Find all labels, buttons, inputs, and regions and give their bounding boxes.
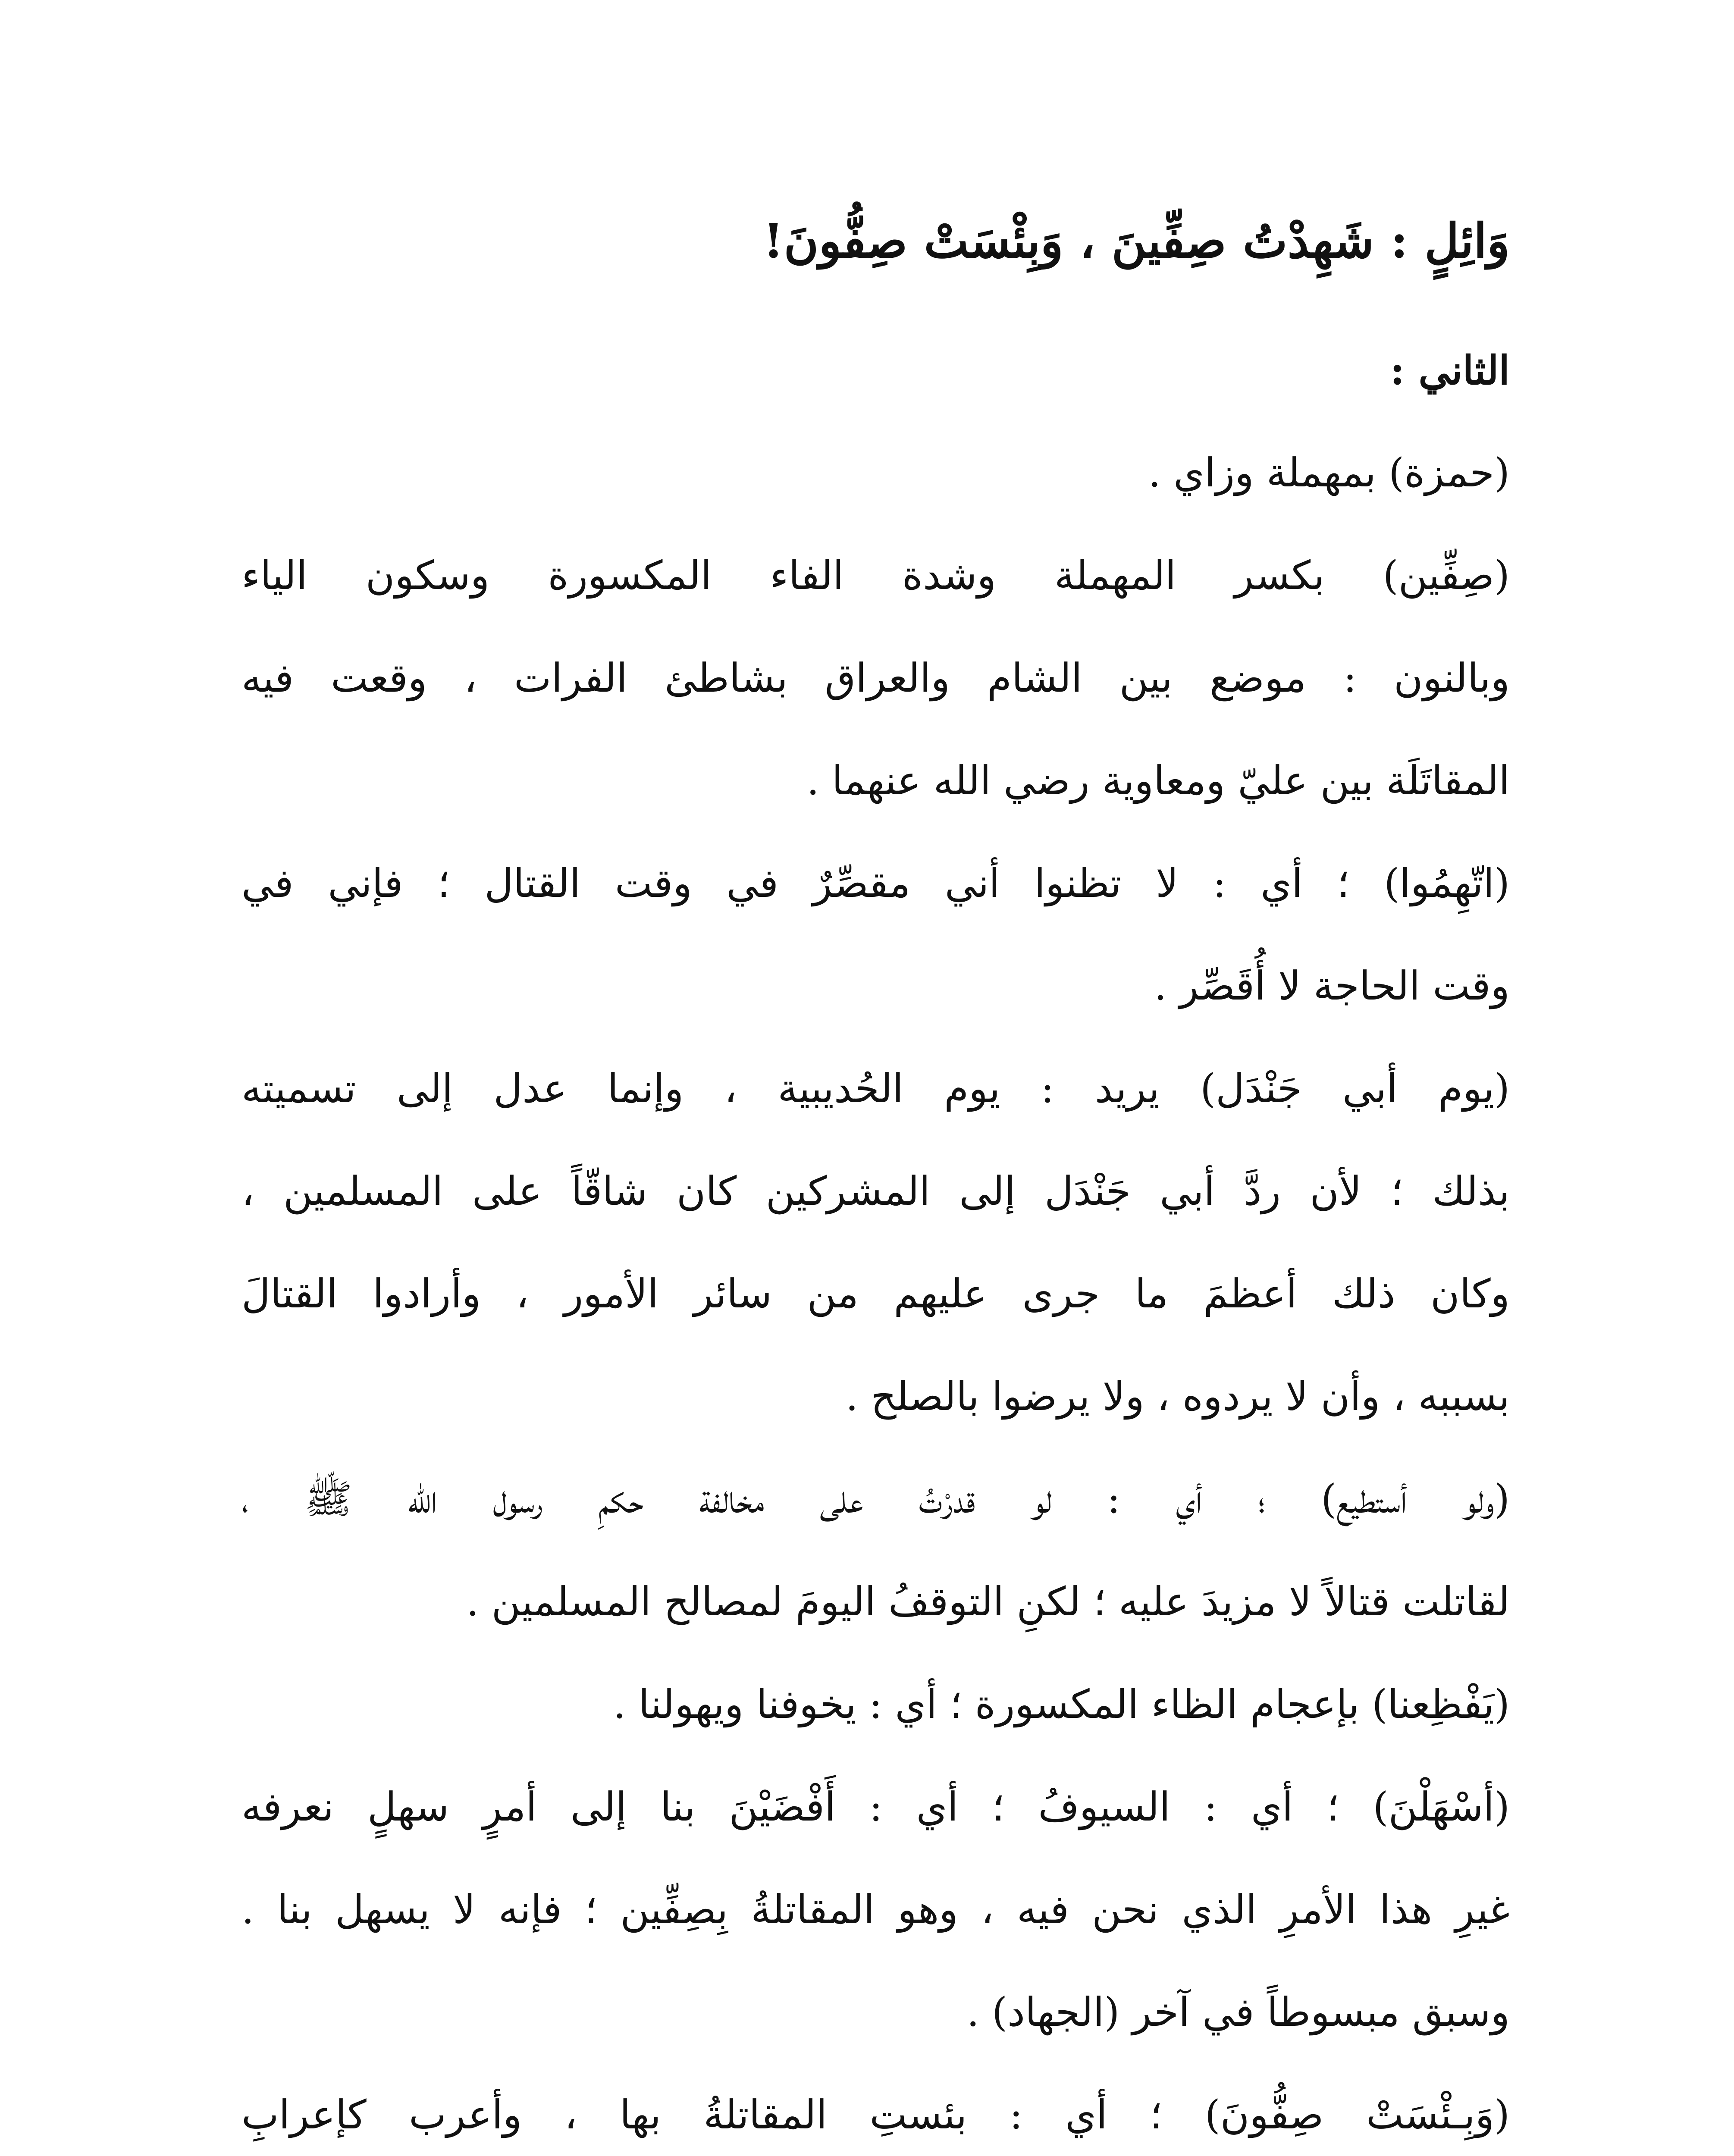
text-line: وبالنون : موضع بين الشام والعراق بشاطئ الفرات ، وقعت فيه xyxy=(241,655,1510,701)
text-line: لقاتلت قتالاً لا مزيدَ عليه ؛ لكنِ التوقفُ اليومَ لمصالح المسلمين . xyxy=(466,1579,1510,1625)
text-line: المقاتَلَة بين عليّ ومعاوية رضي الله عنهما . xyxy=(806,758,1510,804)
text-line: (اتّهِمُوا) ؛ أي : لا تظنوا أني مقصِّرٌ في وقت القتال ؛ فإني في xyxy=(241,860,1510,906)
text-line: بسببه ، وأن لا يردوه ، ولا يرضوا بالصلح . xyxy=(845,1373,1510,1420)
text-line: وقت الحاجة لا أُقَصِّر . xyxy=(1154,963,1510,1009)
text-line: (وَبِـئْسَتْ صِفُّونَ) ؛ أي : بئستِ المقاتلةُ بها ، وأعرب كإعرابِ xyxy=(241,2092,1510,2138)
text-line: وسبق مبسوطاً في آخر (الجهاد) . xyxy=(966,1989,1510,2035)
text-line: (يوم أبي جَنْدَل) يريد : يوم الحُديبية ، وإنما عدل إلى تسميته xyxy=(241,1065,1510,1112)
text-line: (حمزة) بمهملة وزاي . xyxy=(1148,450,1510,496)
text-line-section-heading: الثاني : xyxy=(1390,347,1510,394)
text-line: بذلك ؛ لأن ردَّ أبي جَنْدَل إلى المشركين كان شاقّاً على المسلمين ، xyxy=(241,1168,1510,1214)
text-line: (صِفِّين) بكسر المهملة وشدة الفاء المكسورة وسكون الياء xyxy=(241,552,1510,599)
text-line: (ولو أستطيع) ؛ أي : لو قدرْتُ على مخالفة حكمِ رسول الله ﷺ ، xyxy=(241,1476,1510,1522)
text-line: غيرِ هذا الأمرِ الذي نحن فيه ، وهو المقاتلةُ بِصِفِّين ؛ فإنه لا يسهل بنا . xyxy=(241,1887,1510,1933)
text-line: (أسْهَلْنَ) ؛ أي : السيوفُ ؛ أي : أَفْضَيْنَ بنا إلى أمرٍ سهلٍ نعرفه xyxy=(241,1784,1510,1830)
page-text xyxy=(241,190,1510,2156)
text-line: وكان ذلك أعظمَ ما جرى عليهم من سائر الأمور ، وأرادوا القتالَ xyxy=(241,1271,1510,1317)
text-line: (يَفْظِعنا) بإعجام الظاء المكسورة ؛ أي : يخوفنا ويهولنا . xyxy=(613,1681,1510,1727)
text-line-quote: وَائِلٍ : شَهِدْتُ صِفِّينَ ، وَبِئْسَتْ صِفُّونَ! xyxy=(763,213,1510,269)
